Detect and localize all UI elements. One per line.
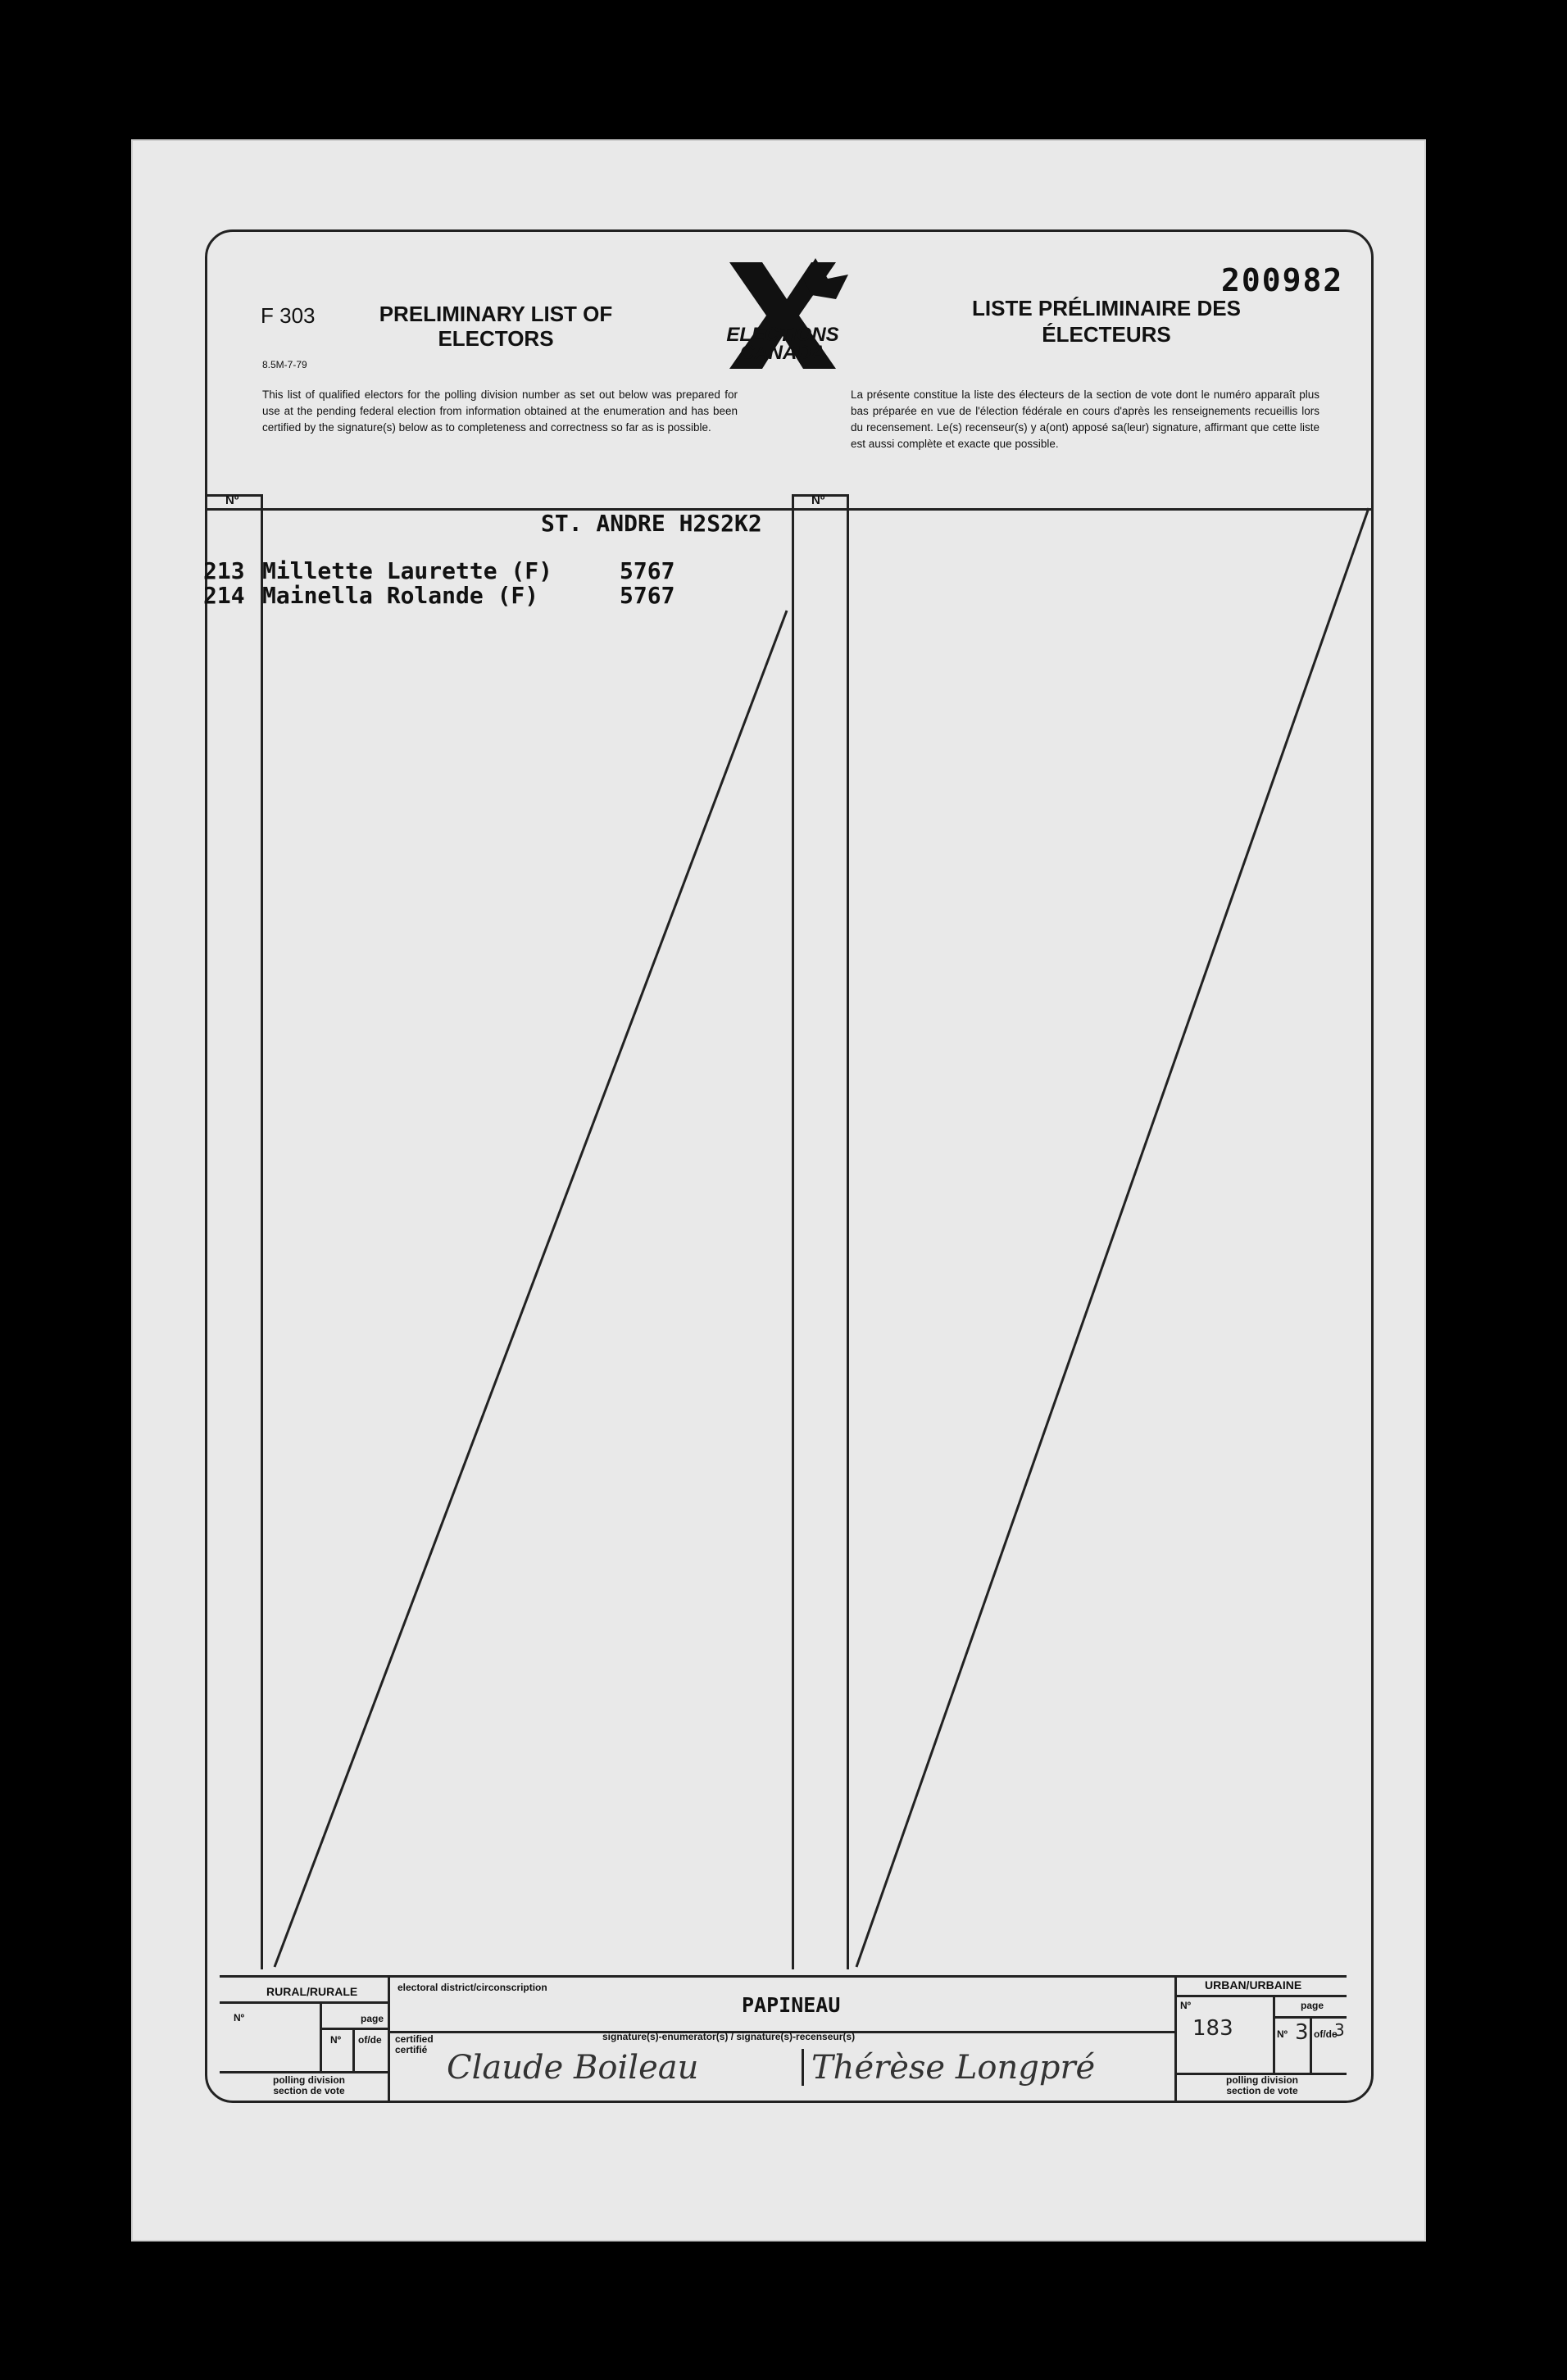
rural-page-no-rule bbox=[352, 2028, 355, 2071]
elector-no: 214 bbox=[203, 582, 245, 609]
urban-of-label: of/de bbox=[1314, 2028, 1338, 2040]
elector-name: Mainella Rolande (F) bbox=[262, 582, 539, 609]
rural-polling-division-label: polling division section de vote bbox=[273, 2074, 345, 2096]
urban-no-rule bbox=[1273, 1995, 1275, 2073]
column-no-label-right: Nº bbox=[811, 493, 825, 507]
urban-no-label: Nº bbox=[1180, 2000, 1192, 2011]
print-code: 8.5M-7-79 bbox=[262, 359, 307, 370]
signature-divider bbox=[802, 2049, 804, 2086]
title-english: PRELIMINARY LIST OF ELECTORS bbox=[379, 302, 613, 351]
district-label: electoral district/circonscription bbox=[397, 1982, 547, 1993]
logo-line1: ELECTIONS bbox=[726, 324, 839, 346]
title-french: LISTE PRÉLIMINAIRE DES ÉLECTEURS bbox=[972, 296, 1241, 347]
urban-no-value: 183 bbox=[1192, 2016, 1233, 2041]
rural-label: RURAL/RURALE bbox=[266, 1985, 358, 1998]
rural-bottom-rule bbox=[220, 2071, 388, 2073]
urban-page-label: page bbox=[1301, 2000, 1324, 2011]
column-no-label-left: Nº bbox=[225, 493, 239, 507]
document-number: 200982 bbox=[1221, 262, 1344, 298]
signature-label: signature(s)-enumerator(s) / signature(s)-recenseur(s) bbox=[602, 2031, 856, 2042]
rural-no-rule bbox=[320, 2001, 322, 2071]
elector-number: 5767 bbox=[620, 557, 675, 584]
cancel-strokes bbox=[131, 139, 1426, 2241]
urban-of-value: 3 bbox=[1334, 2020, 1345, 2040]
certified-label: certified certifié bbox=[395, 2033, 434, 2055]
signature-1: Claude Boileau bbox=[447, 2049, 699, 2087]
rural-rule bbox=[220, 2001, 388, 2004]
elector-name: Millette Laurette (F) bbox=[262, 557, 553, 584]
rural-of-label: of/de bbox=[358, 2034, 382, 2046]
urban-page-value: 3 bbox=[1295, 2020, 1309, 2045]
paragraph-french: La présente constitue la liste des électeurs de la section de vote dont le numéro apparaît plus bas préparée en vue de l'élection fédérale en cours d'après les renseignements recueillis lors du recensement. Le(s) recenseur(s) y a(ont) apposé sa(leur) signature, affirmant que cette liste est aussi complète et exacte que possible. bbox=[851, 388, 1319, 450]
rural-page-label: page bbox=[361, 2013, 384, 2024]
district-value: PAPINEAU bbox=[742, 1993, 841, 2017]
urban-polling-division-label: polling division section de vote bbox=[1226, 2074, 1298, 2096]
urban-rule bbox=[1174, 1995, 1347, 1997]
paragraph-english: This list of qualified electors for the polling division number as set out below was prepared for use at the pending federal election from information obtained at the enumeration and has been certified by the signature(s) below as to completeness and correctness so far as is possible. bbox=[262, 388, 738, 434]
urban-label: URBAN/URBAINE bbox=[1205, 1978, 1302, 1992]
rural-page-no-label: Nº bbox=[330, 2034, 342, 2046]
rural-no-label: Nº bbox=[234, 2012, 245, 2023]
signature-2: Thérèse Longpré bbox=[811, 2049, 1096, 2087]
elector-no: 213 bbox=[203, 557, 245, 584]
urban-page-no-label: Nº bbox=[1277, 2028, 1288, 2040]
logo-line2: CANADA bbox=[740, 342, 825, 364]
form-page bbox=[131, 139, 1426, 2241]
street-header: ST. ANDRE H2S2K2 bbox=[541, 510, 762, 537]
urban-page-no-rule bbox=[1310, 2016, 1312, 2073]
elector-number: 5767 bbox=[620, 582, 675, 609]
rural-right-rule bbox=[388, 1975, 390, 2102]
form-code: F 303 bbox=[261, 303, 316, 328]
